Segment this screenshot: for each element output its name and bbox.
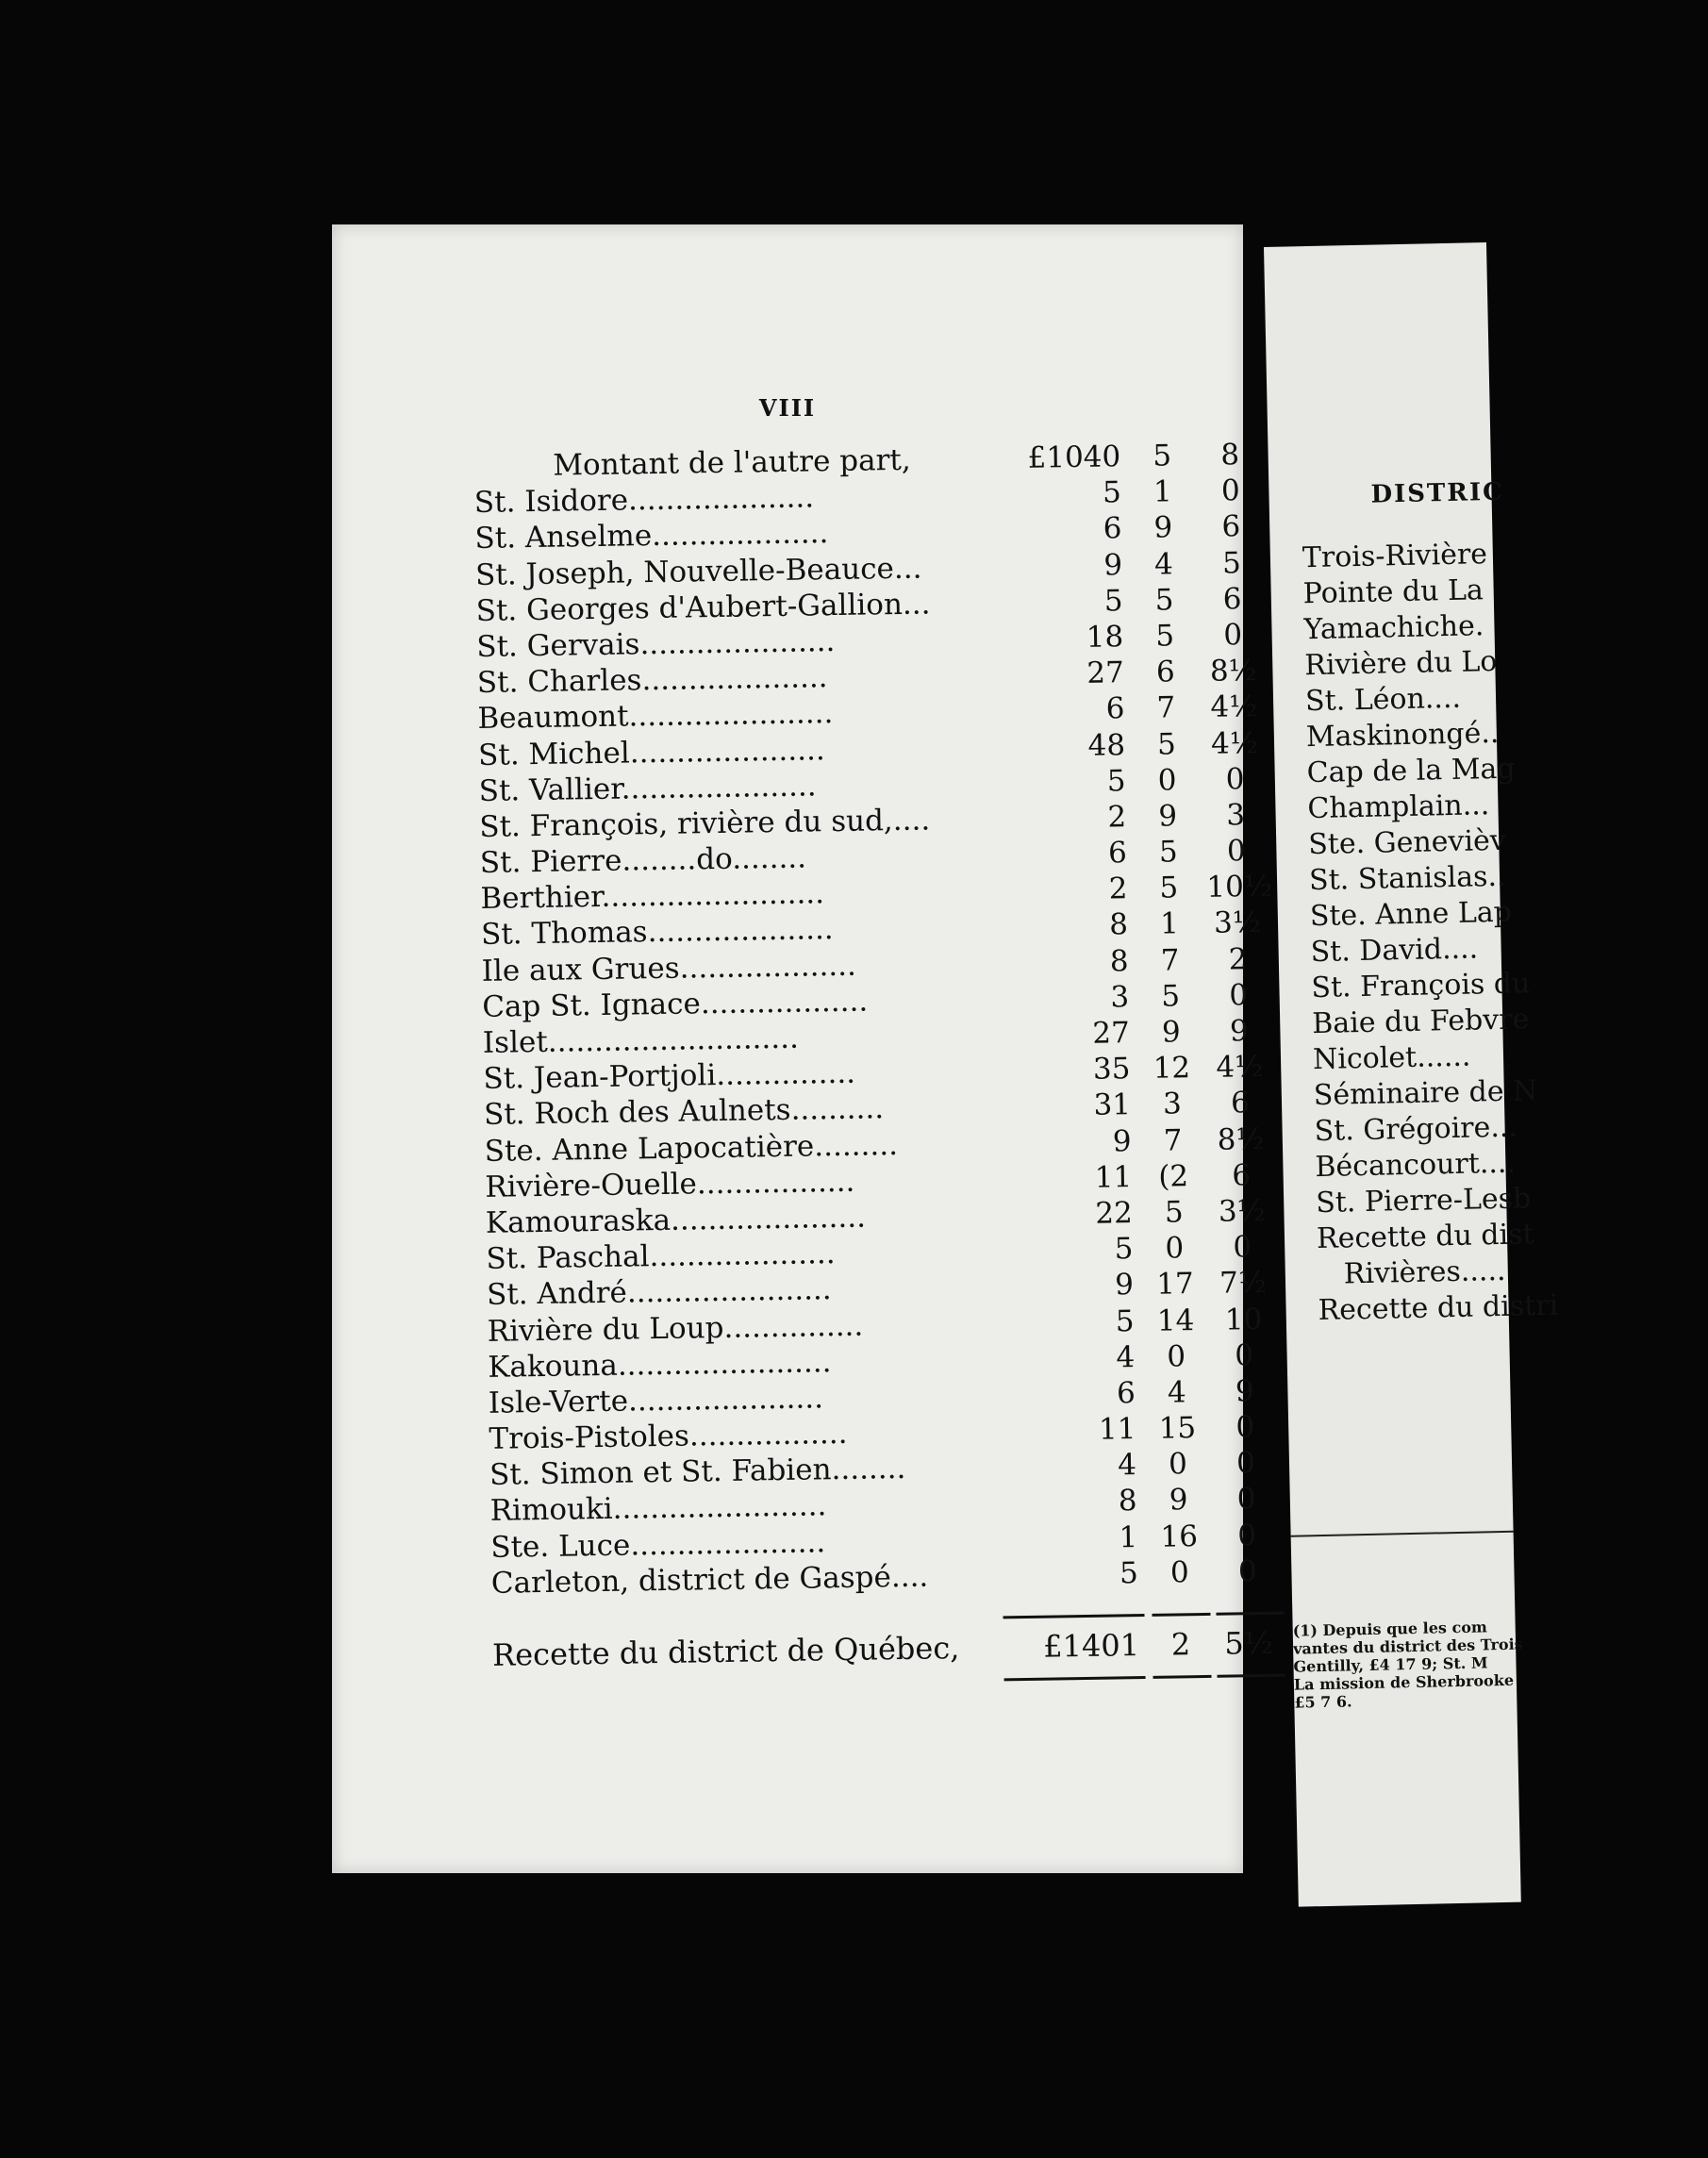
pounds-cell: 5 [1103, 583, 1123, 619]
pounds-cell: 35 [1092, 1052, 1131, 1087]
pounds-cell: 3 [1110, 979, 1130, 1015]
row-label: St. Paschal.................... [486, 1237, 836, 1277]
row-label: St. Jean-Portjoli............... [483, 1055, 856, 1097]
pounds-cell: 9 [1103, 547, 1123, 583]
shillings-cell: 17 [1155, 1267, 1195, 1303]
row-label: St. Michel..................... [477, 732, 825, 772]
row-label: Montant de l'autre part, [553, 442, 911, 483]
shillings-cell: 5 [1156, 726, 1177, 762]
shillings-cell: 9 [1153, 510, 1173, 546]
shillings-cell: 0 [1169, 1555, 1189, 1590]
shillings-cell: 7 [1163, 1122, 1183, 1158]
pounds-cell: 8 [1108, 907, 1129, 942]
shillings-cell: 0 [1167, 1338, 1186, 1374]
list-item: Séminaire de N [1313, 1074, 1538, 1113]
row-label: Isle-Verte..................... [488, 1381, 824, 1420]
shillings-cell: 0 [1157, 763, 1177, 798]
shillings-cell: 16 [1160, 1519, 1199, 1554]
footnote: (1) Depuis que les com vantes du district des Trois Gentilly, £4 17 9; St. M La mission de Sherbrooke £5 7 6. [1292, 1618, 1523, 1712]
pounds-cell: 31 [1093, 1087, 1132, 1123]
pence-cell: 0 [1235, 1446, 1256, 1481]
shillings-cell: 5 [1161, 979, 1181, 1014]
pounds-cell: 9 [1112, 1123, 1132, 1159]
pence-cell: 8½ [1209, 654, 1257, 689]
shillings-cell: 5 [1158, 835, 1178, 870]
pounds-cell: 11 [1098, 1412, 1136, 1447]
shillings-cell: 5 [1155, 619, 1175, 654]
row-label: St. Vallier..................... [478, 769, 817, 808]
shillings-cell: 4 [1167, 1375, 1186, 1410]
pence-cell: 2 [1228, 941, 1248, 977]
row-label: Ile aux Grues................... [481, 948, 857, 988]
shillings-cell: 1 [1152, 474, 1172, 509]
list-item: Maskinongé.. [1305, 716, 1500, 755]
list-item: St. Pierre-Lesb [1315, 1182, 1532, 1220]
list-item: Recette du dist [1316, 1218, 1534, 1256]
pounds-cell: 48 [1087, 727, 1126, 763]
shillings-cell: 7 [1156, 690, 1176, 725]
pence-cell: 10½ [1206, 870, 1273, 905]
pounds-cell: 4 [1116, 1339, 1136, 1375]
pounds-cell: 5 [1119, 1555, 1139, 1591]
row-label: St. Isidore.................... [473, 480, 815, 521]
pounds-cell: 18 [1086, 620, 1124, 655]
row-label: St. Gervais..................... [476, 623, 836, 664]
list-item: Pointe du La [1302, 573, 1484, 611]
row-label: St. Joseph, Nouvelle-Beauce... [474, 551, 922, 592]
pence-cell: 9 [1235, 1374, 1254, 1409]
list-item: Champlain... [1307, 788, 1490, 826]
row-label: St. Georges d'Aubert-Gallion... [475, 587, 931, 628]
pounds-cell: 5 [1102, 475, 1122, 510]
pounds-cell: £1401 [1042, 1627, 1140, 1665]
shillings-cell: 15 [1158, 1411, 1197, 1446]
pounds-cell: 6 [1116, 1375, 1136, 1411]
pence-cell: 4½ [1210, 689, 1258, 725]
row-label: Kamouraska..................... [485, 1200, 867, 1240]
list-item: Rivière du Lo [1303, 644, 1498, 683]
pence-cell: 0 [1237, 1518, 1257, 1553]
row-label: Trois-Pistoles................. [489, 1416, 848, 1456]
pence-cell: 3½ [1218, 1193, 1266, 1229]
shillings-cell: 3 [1162, 1087, 1183, 1121]
pence-cell: 6 [1222, 581, 1242, 617]
pence-cell: 0 [1225, 761, 1245, 797]
pounds-cell: 27 [1086, 656, 1125, 690]
list-item: Ste. Anne Lap [1309, 895, 1513, 934]
list-item: Bécancourt.... [1315, 1146, 1517, 1185]
pence-cell: 0 [1237, 1553, 1257, 1589]
list-item: Trois-Rivière [1302, 538, 1488, 575]
row-label: Cap St. Ignace.................. [482, 984, 869, 1024]
list-item: Nicolet...... [1312, 1039, 1471, 1077]
shillings-cell: 9 [1161, 1015, 1181, 1050]
right-page [1264, 242, 1559, 1907]
row-label: Rivière du Loup............... [487, 1308, 864, 1349]
pence-cell: 10 [1224, 1302, 1263, 1337]
pence-cell: 0 [1229, 977, 1249, 1013]
row-label: St. Anselme................... [474, 516, 829, 556]
row-label: Recette du district de Québec, [491, 1630, 960, 1673]
list-item: St. Stanislas.. [1308, 859, 1506, 898]
row-label: Kakouna....................... [488, 1344, 832, 1385]
list-item: St. François du [1311, 967, 1531, 1005]
row-label: St. Pierre........do........ [479, 840, 807, 881]
shillings-cell: 1 [1159, 906, 1180, 942]
shillings-cell: 4 [1153, 546, 1174, 582]
pence-cell: 0 [1236, 1482, 1256, 1517]
shillings-cell: 5 [1159, 871, 1179, 905]
row-label: St. Roch des Aulnets.......... [483, 1091, 885, 1133]
pence-cell: 0 [1233, 1230, 1252, 1265]
shillings-cell: (2 [1158, 1158, 1189, 1194]
list-item: St. David.... [1310, 932, 1479, 970]
pounds-cell: 6 [1103, 511, 1122, 546]
shillings-cell: 0 [1168, 1447, 1188, 1482]
shillings-cell: 0 [1165, 1231, 1185, 1266]
pounds-cell: 5 [1115, 1303, 1135, 1338]
pounds-cell: 8 [1109, 943, 1129, 979]
left-page [332, 224, 1273, 1873]
pounds-cell: 2 [1108, 872, 1128, 906]
row-label: St. André...................... [486, 1272, 832, 1313]
shillings-cell: 12 [1152, 1051, 1191, 1086]
pounds-cell: 2 [1107, 800, 1127, 835]
pence-cell: 6 [1221, 509, 1241, 544]
shillings-cell: 7 [1160, 942, 1180, 978]
shillings-cell: 5 [1154, 583, 1174, 618]
pence-cell: 0 [1235, 1337, 1254, 1373]
pence-cell: 0 [1226, 834, 1246, 869]
list-item: Rivières..... [1343, 1253, 1506, 1291]
shillings-cell: 9 [1169, 1483, 1188, 1518]
pence-cell: 0 [1220, 473, 1240, 508]
pounds-cell: 27 [1092, 1016, 1131, 1051]
row-label: Rivière-Ouelle................. [485, 1164, 855, 1204]
pounds-cell: 8 [1118, 1484, 1137, 1519]
shillings-cell: 9 [1158, 799, 1178, 834]
list-item: Yamachiche. [1303, 609, 1484, 647]
pence-cell: 0 [1223, 618, 1243, 653]
row-label: Rimouki....................... [489, 1488, 827, 1529]
pence-cell: 7½ [1219, 1266, 1268, 1301]
page-number: VIII [758, 394, 817, 422]
pounds-cell: 6 [1105, 691, 1125, 726]
pence-cell: 0 [1235, 1410, 1255, 1445]
list-item: Ste. Genevièv [1307, 823, 1507, 862]
shillings-cell: 6 [1155, 655, 1175, 689]
shillings-cell: 2 [1170, 1626, 1191, 1663]
row-label: St. Thomas.................... [480, 912, 834, 953]
pounds-cell: 4 [1117, 1448, 1137, 1483]
list-item: Cap de la Mag [1306, 752, 1516, 790]
pence-cell: 5½ [1224, 1624, 1273, 1662]
pounds-cell: 6 [1107, 836, 1128, 871]
pence-cell: 8 [1220, 438, 1240, 473]
pence-cell: 6 [1232, 1157, 1252, 1193]
pounds-cell: 11 [1094, 1159, 1133, 1195]
pounds-cell: 9 [1114, 1268, 1135, 1303]
shillings-cell: 5 [1152, 439, 1172, 473]
row-label: St. Simon et St. Fabien........ [489, 1452, 906, 1493]
pence-cell: 3½ [1213, 905, 1262, 941]
row-label: Ste. Anne Lapocatière......... [484, 1127, 899, 1169]
district-heading: DISTRIC [1370, 477, 1505, 509]
row-label: Islet........................... [482, 1021, 800, 1060]
pence-cell: 4½ [1216, 1050, 1264, 1085]
pence-cell: 9 [1229, 1014, 1249, 1049]
pence-cell: 3 [1226, 798, 1246, 833]
pence-cell: 5 [1221, 545, 1242, 581]
list-item: Recette du distri [1318, 1288, 1559, 1328]
list-item: Baie du Febvre [1311, 1003, 1530, 1041]
pounds-cell: 5 [1114, 1232, 1134, 1267]
footnote-rule [1291, 1531, 1514, 1537]
right-page-rows [1302, 533, 1696, 1329]
pounds-cell: 1 [1119, 1519, 1138, 1555]
row-label: St. Charles.................... [476, 660, 828, 701]
row-label: St. François, rivière du sud,.... [479, 803, 931, 844]
row-label: Berthier........................ [480, 876, 825, 917]
shillings-cell: 5 [1164, 1195, 1184, 1230]
pounds-cell: £1040 [1027, 440, 1121, 475]
pence-cell: 8½ [1217, 1121, 1265, 1157]
row-label: Carleton, district de Gaspé.... [490, 1559, 929, 1601]
row-label: Ste. Luce..................... [490, 1524, 826, 1565]
pounds-cell: 5 [1106, 763, 1126, 799]
list-item: St. Grégoire... [1314, 1110, 1518, 1149]
list-item: St. Léon.... [1304, 681, 1462, 719]
pence-cell: 4½ [1210, 725, 1259, 761]
row-label: Beaumont...................... [477, 696, 834, 737]
pence-cell: 6 [1230, 1086, 1251, 1120]
shillings-cell: 14 [1156, 1303, 1195, 1338]
pounds-cell: 22 [1095, 1196, 1134, 1231]
